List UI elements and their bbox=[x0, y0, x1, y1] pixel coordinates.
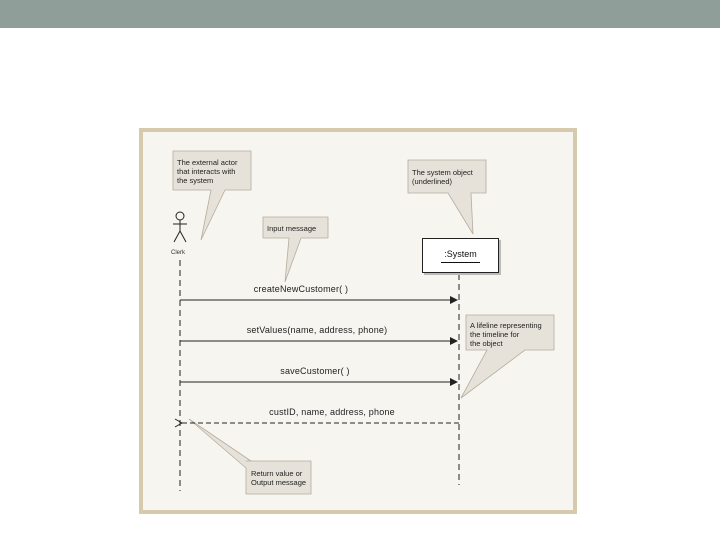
callout-input-text: Input message bbox=[267, 224, 317, 233]
callout-actor-text: The external actor that interacts with the system bbox=[177, 158, 238, 185]
top-banner bbox=[0, 0, 720, 28]
callout-system-text: The system object (underlined) bbox=[412, 168, 473, 186]
message-label-return-values: custID, name, address, phone bbox=[269, 407, 395, 417]
diagram-panel bbox=[143, 132, 573, 510]
system-object-underline bbox=[441, 262, 480, 263]
message-label-create-new-customer: createNewCustomer( ) bbox=[253, 284, 349, 294]
system-object-box bbox=[422, 238, 499, 273]
actor-clerk-figure bbox=[173, 212, 187, 242]
message-label-save-customer: saveCustomer( ) bbox=[280, 366, 350, 376]
system-object-label: :System bbox=[444, 249, 477, 259]
callout-lifeline-text: A lifeline representing the timeline for the object bbox=[470, 321, 542, 348]
callout-return-text: Return value or Output message bbox=[251, 469, 307, 487]
message-label-set-values: setValues(name, address, phone) bbox=[246, 325, 388, 335]
diagram-frame bbox=[139, 128, 577, 514]
actor-label: Clerk bbox=[171, 250, 186, 256]
